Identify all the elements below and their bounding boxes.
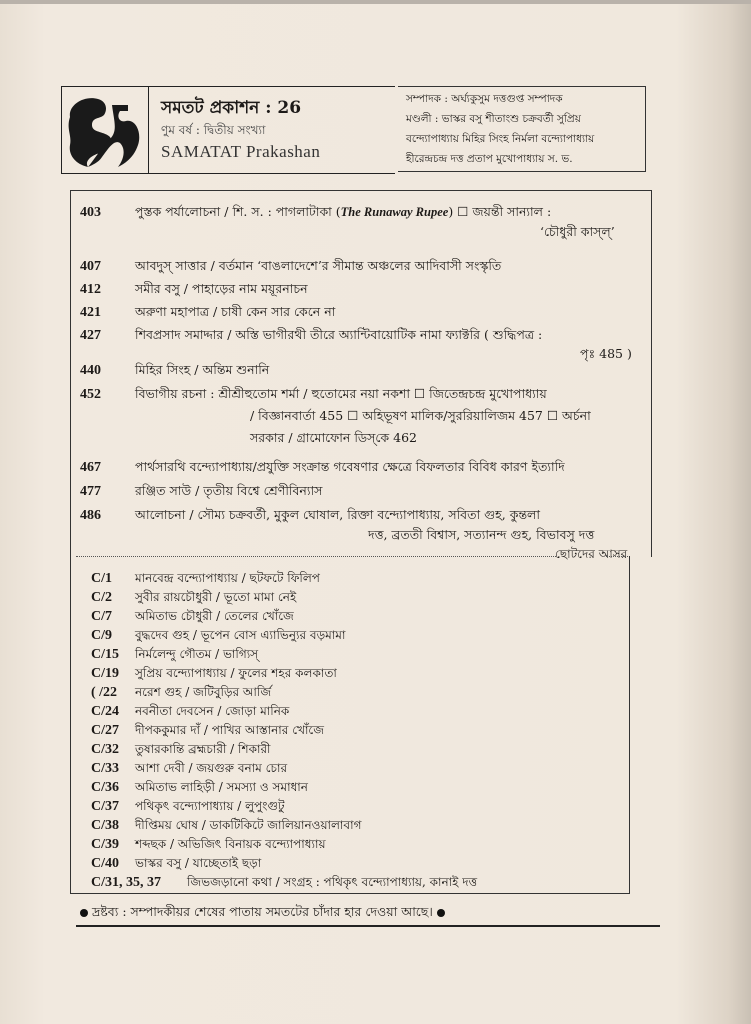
contents-entry — [80, 360, 269, 381]
entry-text: আলোচনা / সৌম্য চক্রবর্তী, মুকুল ঘোষাল, রিক্তা বন্দ্যোপাধ্যায়, সবিতা গুহ, কুন্তলা — [135, 507, 540, 522]
publication-title: সমতট প্রকাশন : 26 — [161, 98, 302, 118]
page-number: 407 — [80, 259, 101, 274]
scan-edge — [0, 0, 751, 4]
page-number: 477 — [80, 484, 101, 499]
entry-text: নবনীতা দেবসেন / জোড়া মানিক — [135, 704, 290, 718]
children-section-label: ছোটদের আসর — [555, 547, 628, 561]
entry-text: শব্দছক / অভিজিৎ বিনায়ক বন্দ্যোপাধ্যায় — [135, 837, 326, 851]
entry-text: অরুণা মহাপাত্র / চাষী কেন সার কেনে না — [135, 304, 336, 319]
section-divider-tail — [606, 556, 628, 557]
logo — [61, 86, 149, 174]
children-entry — [91, 854, 261, 873]
entry-continuation: / বিজ্ঞানবার্তা 455 ☐ অহিভূষণ মালিক/সুররিয়ালিজম 457 ☐ অর্চনা — [250, 408, 591, 423]
editors-line: হীরেন্দ্রচন্দ্র দত্ত প্রতাপ মুখোপাধ্যায় স. ভ. — [406, 153, 573, 165]
children-entry — [91, 797, 285, 816]
page-number: 403 — [80, 205, 101, 220]
page-number: C/31, 35, 37 — [91, 875, 161, 890]
entry-text: আবদুস্‌ সাত্তার / বর্তমান ‘বাঙলাদেশে’র সীমান্ত অঞ্চলের আদিবাসী সংস্কৃতি — [135, 258, 502, 273]
contents-entry — [80, 302, 335, 323]
page-number: C/37 — [91, 799, 119, 814]
entry-text: মিহির সিংহ / অন্তিম শুনানি — [135, 362, 270, 377]
page-number: C/19 — [91, 666, 119, 681]
page-number: C/15 — [91, 647, 119, 662]
entry-text: দীপককুমার দাঁ / পাখির আস্তানার খোঁজে — [135, 723, 324, 737]
contents-entry — [80, 279, 308, 300]
entry-text: সমীর বসু / পাহাড়ের নাম ময়ূরনাচন — [135, 281, 308, 296]
entry-text: পথিকৃৎ বন্দ্যোপাধ্যায় / লুপুংগুটু — [135, 799, 285, 813]
children-entry — [91, 873, 477, 892]
entry-text: পুস্তক পর্যালোচনা / শি. স. : পাগলাটাকা (The Runaway Rupee) ☐ জয়ন্তী সান্যাল : — [135, 204, 552, 219]
entry-text: তুষারকান্তি ব্রহ্মচারী / শিকারী — [135, 742, 271, 756]
page-number: 467 — [80, 460, 101, 475]
entry-text: ভাস্কর বসু / যাচ্ছেতাই ছড়া — [135, 856, 262, 870]
english-book-title: The Runaway Rupee — [340, 205, 449, 219]
children-entry — [91, 588, 296, 607]
entry-text: অমিতাভ চৌধুরী / তেলের খোঁজে — [135, 609, 294, 623]
contents-entry — [80, 384, 547, 405]
editors-line: বন্দ্যোপাধ্যায় মিহির সিংহ নির্মলা বন্দ্যোপাধ্যায় — [406, 133, 595, 145]
entry-text: বুদ্ধদেব গুহ / ভূপেন বোস এ্যাভিন্যুর বড়মামা — [135, 628, 346, 642]
children-entry — [91, 664, 337, 683]
volume-issue: ণুম বর্ষ : দ্বিতীয় সংখ্যা — [161, 123, 266, 137]
page-number: ( /22 — [91, 685, 118, 700]
children-entry — [91, 778, 308, 797]
entry-text: নরেশ গুহ / জটিবুড়ির আর্জি — [135, 685, 272, 699]
page-number: C/39 — [91, 837, 119, 852]
section-divider — [76, 556, 556, 557]
page-number: C/9 — [91, 628, 112, 643]
publication-title-block — [147, 86, 395, 174]
children-entry — [91, 569, 320, 588]
english-title: SAMATAT Prakashan — [161, 142, 321, 161]
page-number: C/24 — [91, 704, 119, 719]
page-number: 486 — [80, 508, 101, 523]
editors-line: সম্পাদক : অর্ঘ্যকুসুম দত্তগুপ্ত সম্পাদক — [406, 93, 563, 105]
entry-text: বিভাগীয় রচনা : শ্রীশ্রীহুতোম শর্মা / হুতোমের নয়া নকশা ☐ জিতেন্দ্রচন্দ্র মুখোপাধ্যায় — [135, 386, 547, 401]
entry-text: নির্মলেন্দু গৌতম / ভাগ্যিস্‌ — [135, 647, 259, 661]
contents-entry — [80, 457, 565, 478]
page-number: C/33 — [91, 761, 119, 776]
contents-entry — [80, 505, 540, 526]
children-entry — [91, 626, 345, 645]
children-entry — [91, 702, 289, 721]
page-number: C/32 — [91, 742, 119, 757]
entry-text: রঞ্জিত সাউ / তৃতীয় বিশ্বে শ্রেণীবিন্যাস — [135, 483, 323, 498]
editors-line: মণ্ডলী : ভাস্কর বসু শীতাংশু চক্রবর্তী সুপ্রিয় — [406, 113, 581, 125]
footer-rule — [76, 925, 660, 927]
entry-text: জিভজড়ানো কথা / সংগ্রহ : পথিকৃৎ বন্দ্যোপাধ্যায়, কানাই দত্ত — [187, 875, 478, 889]
bullet-icon — [80, 909, 88, 917]
children-entry — [91, 835, 326, 854]
entry-text: সুবীর রায়চৌধুরী / ভূতো মামা নেই — [135, 590, 297, 604]
footer-note — [76, 904, 660, 924]
page-number: 421 — [80, 305, 101, 320]
entry-continuation: দত্ত, ব্রততী বিশ্বাস, সত্যানন্দ গুহ, বিভাবসু দত্ত — [368, 527, 595, 542]
children-entry — [91, 645, 258, 664]
entry-text: দীপ্তিময় ঘোষ / ডাকটিকিটে জালিয়ানওয়ালাবাগ — [135, 818, 362, 832]
entry-text: আশা দেবী / জয়গুরু বনাম চোর — [135, 761, 288, 775]
entry-continuation: সরকার / গ্রামোফোন ডিস্‌কে 462 — [250, 430, 418, 445]
bullet-icon — [437, 909, 445, 917]
entry-continuation: ‘চৌধুরী কাস্‌ল্‌’ — [540, 224, 615, 239]
entry-text: শিবপ্রসাদ সমাদ্দার / অস্তি ভাগীরথী তীরে অ্যান্টিবায়োটিক নামা ফ্যাক্টরি ( শুদ্ধিপত্র : — [135, 327, 543, 342]
page-number: 440 — [80, 363, 101, 378]
children-entry — [91, 759, 287, 778]
contents-entry — [80, 481, 322, 502]
entry-text: সুপ্রিয় বন্দ্যোপাধ্যায় / ফুলের শহর কলকাতা — [135, 666, 337, 680]
page-number: 452 — [80, 387, 101, 402]
children-entry — [91, 683, 271, 702]
children-entry — [91, 740, 271, 759]
children-entry — [91, 816, 361, 835]
page-number: C/7 — [91, 609, 112, 624]
entry-text: পার্থসারথি বন্দ্যোপাধ্যায়/প্রযুক্তি সংক্রান্ত গবেষণার ক্ষেত্রে বিফলতার বিবিধ কারণ ইত্যাদি — [135, 459, 565, 474]
children-entry — [91, 721, 324, 740]
page-number: 412 — [80, 282, 101, 297]
page-number: C/27 — [91, 723, 119, 738]
samatat-logo-icon — [62, 87, 148, 173]
contents-entry — [80, 256, 501, 277]
children-entry — [91, 607, 294, 626]
contents-entry — [80, 202, 551, 223]
contents-entry — [80, 325, 542, 346]
footer-note-text: দ্রষ্টব্য : সম্পাদকীয়র শেষের পাতায় সমতটের চাঁদার হার দেওয়া আছে। — [92, 904, 433, 919]
page-number: C/2 — [91, 590, 112, 605]
page-number: C/38 — [91, 818, 119, 833]
page-number: C/40 — [91, 856, 119, 871]
page-number: 427 — [80, 328, 101, 343]
editorial-board — [398, 86, 646, 172]
entry-text: অমিতাভ লাহিড়ী / সমস্যা ও সমাধান — [135, 780, 308, 794]
entry-text: মানবেন্দ্র বন্দ্যোপাধ্যায় / ছটফটে ফিলিপ — [135, 571, 320, 585]
entry-continuation: পৃঃ 485 ) — [580, 346, 632, 361]
page-number: C/36 — [91, 780, 119, 795]
page-number: C/1 — [91, 571, 112, 586]
